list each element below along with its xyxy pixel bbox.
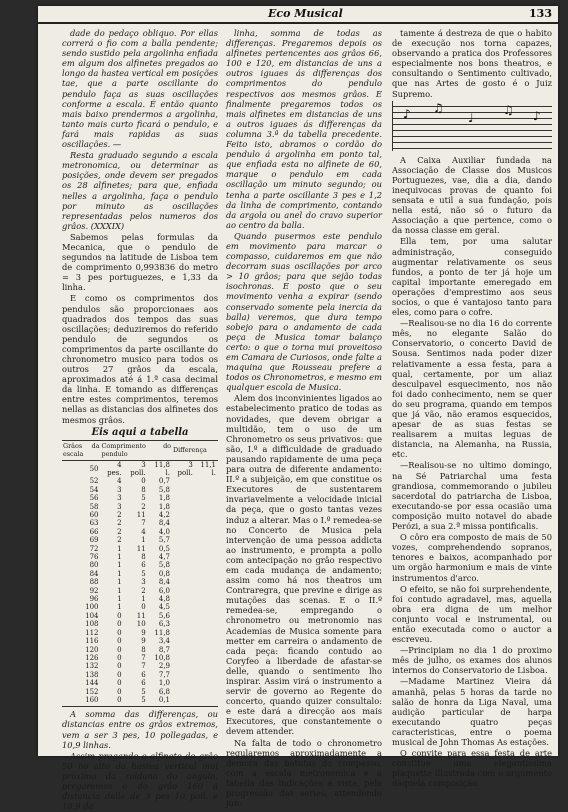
table-cell: 52 (89, 477, 99, 486)
table-cell: 4,2 (158, 511, 171, 519)
paragraph: —Principiam no dia 1 do proximo mês de julho, os exames dos alunos internos do Conservatorio de Lisboa. (392, 645, 552, 676)
paragraph: O convite para essa festa de arte constitue uma elegantissima plaquette illustrada com o argumento daquela composição. (392, 748, 552, 789)
table-cell (172, 578, 195, 586)
table-cell: 3 (117, 485, 122, 494)
table-row (62, 486, 218, 494)
column-1 (62, 28, 218, 812)
table-row (62, 646, 218, 654)
paragraph: —Realisou-se no ultimo domingo, na Sé Patriarchal uma festa grandiosa, commemorando o jubileu sacerdotal do patriarcha de Lisboa, executando-se por essa ocasião uma composição muito notavel do abade Perózi, a sua 2.ª missa pontificalis. (392, 460, 552, 532)
table-cell: 4,8 (158, 595, 171, 604)
table-cell (195, 696, 218, 704)
table-cell (195, 688, 218, 696)
table-cell: 50 (89, 464, 99, 473)
paragraph: dade do pedaço obliquo. Por ellas correrá o fio com a balla pendente; sendo sustido pela argolinha enfiada em algum dos alfinetes pregados ao longo da hastea vertical em posições tae, que a parte oscillante do pendulo faça as suas oscillações conforme a escala. É então quanto mais baixo prendermos a argolinha, tanto mais curto ficará o pendulo, e fará mais rapidas as suas oscillações. — (62, 28, 218, 150)
table-row (62, 629, 218, 637)
paragraph: Alem dos inconvinientes ligados ao estabelecimento pratico de todas as novidades, que devem obrigar a multidão, tem o uso de um Chronometro os seus privativos: que são, I.º a difficuldade de graduado pausando rapidamente de uma peça para outra de diferente andamento: II.º a subjeição, em que constitue os Executores de sustentarem invariavelmente a velocidade inicial da peça, que o gosto tantas vezes induz a alterar. Mas o I.º remedea-se no Concerto de Musica pela intervenção de uma pessoa addicta ao instrumento, e prompta a pollo com antecipação no grâo respectivo em cada mudança de andamento; assim como há nos theatros um Contraregra, que previne e dirige as mutações das scenas. E o II.º remedea-se, empregando o chronometro ou metronomio nas Academias de Musica somente para metter em carreira o andamento de cada peça: ficando contudo ao Coryfeo a liberdade de afastar-se delle, quando o sentimento lho inspirar. Assim virá o instrumento a servir de governo ao Regente do concerto, quando quizer consultalo: e este dará a direcção aos mais Executores, que constantemente o devem attender. (226, 393, 382, 737)
table-cell: 8 (141, 645, 146, 654)
table-cell: 4 (141, 527, 146, 536)
table-cell: 66 (89, 527, 99, 536)
table-cell: 6,3 (158, 620, 171, 629)
table-cell: 4,0 (158, 527, 171, 536)
table-cell: 2 (117, 527, 122, 536)
table-cell: 2 (141, 586, 146, 595)
page-header (38, 6, 558, 24)
paragraph: —Realisou-se no dia 16 do corrente mês, no elegante Salão do Conservatorio, o concerto David de Sousa. Sentimos nada poder dizer relativamente a essa festa, para a qual, certamente, por um aliaz desculpavel esquecimento, nos não foi dado conhecimento, nem se quer do seu programa, quando em tempos que já vão, não eramos esquecidos, apesar de as suas festas se realisarem a muitas leguas de distancia, na Alemanha, na Russia, etc. (392, 318, 552, 460)
table-cell (172, 637, 195, 645)
table-cell: 0 (117, 679, 122, 688)
page-number: 133 (529, 7, 552, 20)
table-row (62, 519, 218, 527)
table-cell (172, 654, 195, 662)
paragraph: Na falta de todo o chronometro regularemos aproximadamente a demora das batutas do compasso, com a escala metronomica e a tabella das indicações á vista, pela progressão das series; attendendo jun- (226, 737, 382, 809)
table-row (62, 595, 218, 603)
table-cell (195, 620, 218, 628)
table-cell: 69 (89, 536, 99, 545)
table-cell: 11 (136, 544, 146, 553)
table-cell: 2 (117, 511, 122, 519)
table-cell: 7 (141, 662, 146, 671)
table-cell: 120 (85, 645, 99, 654)
table-cell: 3 (117, 494, 122, 503)
table-cell: 1 (117, 569, 122, 578)
table-cell (172, 646, 195, 654)
table-cell (195, 486, 218, 494)
table-cell: 7,7 (158, 670, 171, 679)
pendulum-table (62, 440, 218, 705)
table-cell: 3 poll. (177, 460, 193, 477)
table-cell: 11,8 (154, 628, 171, 637)
paragraph: —Madame Martinez Vieira dá amanhã, pelas 5 horas da tarde no salão de honra da Liga Naval, uma audição particular de harpa executando quatro peças caracteristicas, entre o poema musical de John Thomas As estações. (392, 676, 552, 747)
table-cell: 104 (85, 611, 99, 620)
table-cell: 5 (141, 687, 146, 696)
music-note-icon: ♪ (403, 106, 411, 121)
table-row (62, 511, 218, 519)
table-cell (195, 612, 218, 620)
table-cell: 0 (117, 611, 122, 620)
table-cell: 4,5 (158, 603, 171, 612)
table-cell (195, 654, 218, 662)
table-row (62, 688, 218, 696)
table-cell: 7 (141, 519, 146, 528)
table-row (62, 603, 218, 611)
paragraph: A Caixa Auxiliar fundada na Associação de Classe dos Musicos Portuguezes, vae, dia a dia, dando inequivocas provas de quanto foi sensata e util a sua fundação, pois nella está, não só o futuro da Associação a que pertence, como o da nossa classe em geral. (392, 154, 552, 236)
table-cell: 8,4 (158, 578, 171, 587)
table-cell (172, 553, 195, 561)
table-cell (195, 536, 218, 544)
table-cell: 88 (89, 578, 99, 587)
table-cell (172, 629, 195, 637)
paragraph: E como os comprimentos dos pendulos são proporcionaes aos quadrados dos tempos das suas oscillações; deduziremos do referido pendulo de segundos os comprimentos da parte oscillante do chronometro musico para todos os outros 27 grâos da escala, aproximados até á 1.ª casa decimal da linha. E tomando as differenças entre estes comprimentos, teremos nellas as distancias dos alfinetes dos mesmos grâos. (62, 293, 218, 425)
table-cell: 1 (141, 595, 146, 604)
table-cell: 5 (141, 569, 146, 578)
paragraph: O efeito, se não foi surprehendente, foi contudo agradavel, mas, aquella obra era digna de um melhor conjunto vocal e instrumental, ou então executada como o auctor a escreveu. (392, 583, 552, 645)
table-cell: 1 (117, 561, 122, 570)
table-cell: 5 (141, 695, 146, 704)
table-cell: 8 (141, 485, 146, 494)
table-cell (195, 477, 218, 485)
paragraph: Assim pregando o alfinete do grâo 50 no alto da hastea vertical mui proximo da roldana do angulo, pregaremos o do grâo 160 á distancia delle de 3 pes 10 poll. e 10,9 da (62, 750, 218, 812)
table-cell (172, 561, 195, 569)
newspaper-page (38, 6, 558, 812)
paragraph: Quando pusermos este pendulo em movimento para marcar o compasso, cuidaremos em que não decorram suas oscillações por arco > 10 grâos; para que sejão todas isochronas. E posto que o seu movimento venha a expirar (sendo conservado somente pela inercia da balla) veremos, que dura tempo sobejo para o andamento de cada peça de Musica tomar balanço certo: o que o torna mui proveitoso em Camara de Curiosos, onde falte a maquina que Rousseau prefere a todos os Chronometros, e mesmo em qualquer escola de Musica. (226, 230, 382, 393)
table-cell: 152 (85, 687, 99, 696)
table-cell (195, 603, 218, 611)
table-cell: 0 (141, 477, 146, 486)
table-cell: 0 (117, 670, 122, 679)
table-cell: 3 poll. (130, 460, 146, 477)
music-note-icon: ♩ (468, 110, 474, 125)
table-row (62, 536, 218, 544)
table-cell: 3 (141, 578, 146, 587)
paragraph: A somma das differenças, ou distancias entre os grâos extremos, vem a ser 3 pes, 10 pollegadas, e 10,9 linhas. (62, 709, 218, 750)
table-cell: 138 (85, 670, 99, 679)
music-note-icon: ♪ (533, 108, 541, 123)
table-cell (172, 477, 195, 485)
table-cell (195, 679, 218, 687)
table-cell: 1,8 (158, 494, 171, 503)
table-cell: 1 (117, 544, 122, 553)
table-cell (195, 629, 218, 637)
table-cell: 80 (89, 561, 99, 570)
table-row (62, 494, 218, 502)
table-title: Eis aqui a tabella (91, 426, 189, 438)
table-row (62, 460, 218, 477)
table-cell: 0 (141, 603, 146, 612)
table-cell (195, 545, 218, 553)
table-cell (172, 503, 195, 511)
table-cell: 5,6 (158, 611, 171, 620)
table-cell (195, 662, 218, 670)
table-cell: 0 (117, 637, 122, 646)
table-cell: 8,4 (158, 519, 171, 528)
table-row (62, 637, 218, 645)
table-cell: 0 (117, 645, 122, 654)
table-cell: 84 (89, 569, 99, 578)
table-cell: 10 (136, 620, 146, 629)
table-cell (172, 536, 195, 544)
table-cell (195, 494, 218, 502)
table-cell: 8 (141, 553, 146, 562)
table-row (62, 696, 218, 704)
table-row (62, 587, 218, 595)
table-cell: 6 (141, 679, 146, 688)
divider (62, 706, 218, 707)
table-cell: 100 (85, 603, 99, 612)
table-row (62, 662, 218, 670)
table-cell: 54 (89, 485, 99, 494)
table-cell: 11,8 l. (154, 460, 171, 477)
table-cell: 112 (85, 628, 99, 637)
table-cell: 9 (141, 637, 146, 646)
table-cell: 6 (141, 670, 146, 679)
table-cell (172, 620, 195, 628)
table-cell (172, 595, 195, 603)
table-cell (195, 570, 218, 578)
table-cell: 1,0 (158, 679, 171, 688)
table-cell (195, 578, 218, 586)
table-cell (172, 486, 195, 494)
table-cell (172, 570, 195, 578)
table-cell: 1 (117, 578, 122, 587)
table-cell: 58 (89, 502, 99, 511)
table-cell: 144 (85, 679, 99, 688)
paragraph: Sabemos pelas formulas da Mecanica, que o pendulo de segundos na latitude de Lisboa tem de comprimento 0,993836 do metro = 3 pes portuguezes, e 1,33 da linha. (62, 231, 218, 293)
table-cell (172, 545, 195, 553)
table-cell (172, 603, 195, 611)
music-notation-ornament (392, 101, 552, 151)
table-row (62, 503, 218, 511)
paragraph: tamente á destreza de que o habito de execução nos torna capazes, observando a pratica dos Professores especialmente nos bons theatros, e consultando o Sentimento cultivado, que nas Artes de gosto é o Juiz Supremo. (392, 28, 552, 99)
table-cell (172, 679, 195, 687)
table-cell: 1 (117, 553, 122, 562)
table-cell: 96 (89, 595, 99, 604)
table-cell: 8,7 (158, 645, 171, 654)
table-cell: 60 (89, 511, 99, 519)
table-row (62, 679, 218, 687)
table-cell (195, 587, 218, 595)
table-cell (172, 688, 195, 696)
column-2 (226, 28, 382, 809)
table-cell (195, 561, 218, 569)
table-cell: 11 (136, 611, 146, 620)
table-cell: 0,1 (158, 695, 171, 704)
table-row (62, 578, 218, 586)
table-cell: 1 (117, 595, 122, 604)
table-cell (172, 528, 195, 536)
table-cell: 63 (89, 519, 99, 528)
table-cell: 1,8 (158, 502, 171, 511)
table-cell: 2 (117, 519, 122, 528)
paragraph: linha, somma de todas as differenças. Pregaremos depois os alfinetes pertencentes aos grâos 66, 100 e 120, em distancias de uns a outros iguaes ás differenças dos comprimentos do pendulo respectivos aos mesmos grâos. E finalmente pregaremos todos os mais alfinetes em distancias de uns a outros iguaes ás differenças da columna 3.ª da tabella precedente. Feito isto, abramos o cordão do pendulo á argolinha em ponto tal, que enfiada esta no alfinete de 60, marque o pendulo em cada oscillação um minuto segundo; ou tenha a parte oscillante 3 pes e 1,2 da linha de comprimento, contando da argola ou anel do cravo superior ao centro da balla. (226, 28, 382, 230)
table-cell: 6,0 (158, 586, 171, 595)
table-cell (172, 612, 195, 620)
table-row (62, 570, 218, 578)
table-row (62, 654, 218, 662)
table-cell (195, 637, 218, 645)
table-cell: 160 (85, 695, 99, 704)
table-row (62, 545, 218, 553)
music-note-icon: ♫ (503, 102, 514, 117)
table-cell: 4 pes. (107, 460, 122, 477)
table-cell: 11,1 l. (200, 460, 216, 477)
table-cell: 0,8 (158, 569, 171, 578)
music-note-icon: ♫ (433, 100, 444, 115)
table-cell: 0 (117, 662, 122, 671)
table-cell: 0 (117, 620, 122, 629)
table-cell: 7 (141, 653, 146, 662)
table-cell: 0 (117, 695, 122, 704)
table-cell: 132 (85, 662, 99, 671)
table-header-differenca: Differença (172, 440, 218, 460)
table-cell: 5,8 (158, 561, 171, 570)
table-cell: 116 (85, 637, 99, 646)
paragraph: O côro era composto de mais de 50 vozes, comprehendendo sopranos, tenores e baixos, acompanhado por um orgão harmonium e mais de vinte instrumentos d'arco. (392, 532, 552, 583)
table-cell: 108 (85, 620, 99, 629)
table-cell: 1 (117, 603, 122, 612)
table-cell: 4 (117, 477, 122, 486)
table-cell: 3,4 (158, 637, 171, 646)
paragraph: Resta graduado segundo a escala metronomica, ou determinar as posições, onde devem ser pregados os 28 alfinetes; para que, enfiada nelles a argolinha, faça o pendulo por minuto as oscillações representadas pelos numeros dos grâos. (XXXIX) (62, 150, 218, 231)
table-cell (195, 528, 218, 536)
table-cell (195, 511, 218, 519)
table-cell: 4,7 (158, 553, 171, 562)
table-cell: 5 (141, 494, 146, 503)
table-cell: 92 (89, 586, 99, 595)
table-cell (195, 553, 218, 561)
table-header-grau: Grâos da escala (63, 441, 100, 459)
table-cell: 9 (141, 628, 146, 637)
table-row (62, 553, 218, 561)
table-cell (195, 646, 218, 654)
table-cell (195, 595, 218, 603)
table-row (62, 612, 218, 620)
table-row (62, 561, 218, 569)
table-row (62, 671, 218, 679)
table-cell: 1 (117, 586, 122, 595)
table-header-comprimento: Comprimento do pendulo (101, 441, 172, 459)
table-cell (172, 519, 195, 527)
table-cell: 6 (141, 561, 146, 570)
table-cell: 1 (141, 536, 146, 545)
table-cell: 72 (89, 544, 99, 553)
table-cell: 76 (89, 553, 99, 562)
paragraph: Ella tem, por uma salutar administração, conseguido augmentar relativamente os seus fundos, a ponto de ter já hoje um capital importante emeregado em operações d'emprestimo aos seus socios, o que é vantajoso tanto para eles, como para o cofre. (392, 236, 552, 318)
table-cell: 5,7 (158, 536, 171, 545)
table-cell (172, 587, 195, 595)
table-cell: 126 (85, 653, 99, 662)
table-row (62, 477, 218, 485)
table-cell: 0 (117, 687, 122, 696)
table-cell: 5,8 (158, 485, 171, 494)
table-cell: 3 (117, 502, 122, 511)
table-cell: 11 (136, 511, 146, 519)
table-cell (195, 671, 218, 679)
table-cell: 56 (89, 494, 99, 503)
table-cell (195, 503, 218, 511)
table-cell (172, 696, 195, 704)
table-cell: 0,5 (158, 544, 171, 553)
table-cell: 0,7 (158, 477, 171, 486)
table-cell: 2,9 (158, 662, 171, 671)
table-row (62, 620, 218, 628)
table-cell: 6,8 (158, 687, 171, 696)
table-cell: 10,8 (154, 653, 171, 662)
table-cell (195, 519, 218, 527)
table-cell: 2 (141, 502, 146, 511)
table-cell (172, 671, 195, 679)
table-cell: 0 (117, 628, 122, 637)
table-cell (172, 662, 195, 670)
table-cell (172, 494, 195, 502)
column-3 (392, 28, 552, 789)
table-row (62, 528, 218, 536)
table-cell: 2 (117, 536, 122, 545)
table-cell: 0 (117, 653, 122, 662)
publication-title: Eco Musical (268, 7, 343, 20)
table-cell (172, 511, 195, 519)
